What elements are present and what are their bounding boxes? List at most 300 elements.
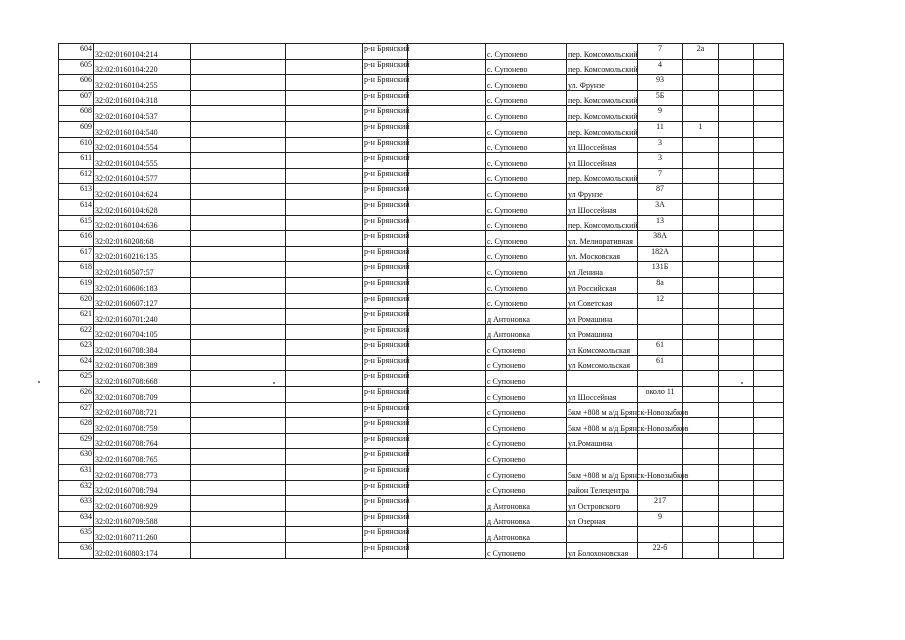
empty-cell	[754, 184, 784, 200]
empty-cell	[286, 231, 363, 247]
row-number: 622	[59, 324, 94, 340]
empty-cell	[719, 121, 754, 137]
empty-cell	[286, 184, 363, 200]
settlement-cell: д Антоновка	[486, 324, 567, 340]
apartment-cell	[683, 355, 719, 371]
cadastral-number: 32:02:0160709:588	[94, 511, 191, 527]
empty-cell	[719, 402, 754, 418]
street-cell: ул Ленина	[567, 262, 638, 278]
house-cell: 131Б	[638, 262, 683, 278]
settlement-cell: с. Супонево	[486, 184, 567, 200]
settlement-cell: с. Супонево	[486, 277, 567, 293]
cadastral-number: 32:02:0160507:57	[94, 262, 191, 278]
empty-cell	[719, 231, 754, 247]
empty-cell	[286, 371, 363, 387]
cadastral-number: 32:02:0160104:540	[94, 121, 191, 137]
settlement-cell: с. Супонево	[486, 44, 567, 60]
empty-cell	[191, 59, 286, 75]
apartment-cell	[683, 371, 719, 387]
house-cell: 38А	[638, 231, 683, 247]
empty-cell	[408, 355, 486, 371]
street-cell: пер. Комсомольский	[567, 59, 638, 75]
settlement-cell: с. Супонево	[486, 199, 567, 215]
cadastral-number: 32:02:0160104:214	[94, 44, 191, 60]
empty-cell	[191, 90, 286, 106]
apartment-cell	[683, 106, 719, 122]
empty-cell	[286, 44, 363, 60]
apartment-cell	[683, 543, 719, 559]
cadastral-number: 32:02:0160104:537	[94, 106, 191, 122]
table-row	[59, 418, 784, 434]
house-cell	[638, 527, 683, 543]
empty-cell	[286, 324, 363, 340]
district-cell: р-н Брянский	[363, 480, 408, 496]
cadastral-number: 32:02:0160708:709	[94, 387, 191, 403]
empty-cell	[408, 543, 486, 559]
street-cell: ул Шоссейная	[567, 199, 638, 215]
district-cell: р-н Брянский	[363, 246, 408, 262]
settlement-cell: с Супонево	[486, 418, 567, 434]
empty-cell	[719, 387, 754, 403]
row-number: 630	[59, 449, 94, 465]
property-register-table	[58, 43, 784, 559]
house-cell	[638, 449, 683, 465]
cadastral-number: 32:02:0160704:105	[94, 324, 191, 340]
row-number: 615	[59, 215, 94, 231]
empty-cell	[286, 137, 363, 153]
settlement-cell: с. Супонево	[486, 137, 567, 153]
empty-cell	[191, 543, 286, 559]
empty-cell	[408, 215, 486, 231]
apartment-cell	[683, 90, 719, 106]
empty-cell	[191, 153, 286, 169]
settlement-cell: с. Супонево	[486, 231, 567, 247]
empty-cell	[408, 168, 486, 184]
empty-cell	[286, 262, 363, 278]
house-cell	[638, 309, 683, 325]
row-number: 604	[59, 44, 94, 60]
empty-cell	[754, 371, 784, 387]
empty-cell	[719, 449, 754, 465]
house-cell: 8а	[638, 277, 683, 293]
empty-cell	[191, 121, 286, 137]
street-cell: ул Фрунзе	[567, 184, 638, 200]
empty-cell	[286, 199, 363, 215]
settlement-cell: с Супонево	[486, 480, 567, 496]
empty-cell	[719, 527, 754, 543]
empty-cell	[719, 277, 754, 293]
empty-cell	[719, 90, 754, 106]
settlement-cell: с Супонево	[486, 371, 567, 387]
register-sheet	[58, 43, 784, 559]
street-cell: пер. Комсомольский	[567, 168, 638, 184]
house-cell: 13	[638, 215, 683, 231]
empty-cell	[719, 355, 754, 371]
cadastral-number: 32:02:0160606:183	[94, 277, 191, 293]
empty-cell	[754, 355, 784, 371]
empty-cell	[408, 511, 486, 527]
register-body	[59, 44, 784, 559]
empty-cell	[754, 465, 784, 481]
table-row	[59, 199, 784, 215]
empty-cell	[286, 511, 363, 527]
empty-cell	[191, 293, 286, 309]
cadastral-number: 32:02:0160803:174	[94, 543, 191, 559]
apartment-cell	[683, 527, 719, 543]
empty-cell	[286, 153, 363, 169]
empty-cell	[191, 340, 286, 356]
street-cell: ул.Ромашина	[567, 433, 638, 449]
empty-cell	[719, 106, 754, 122]
settlement-cell: д Антоновка	[486, 496, 567, 512]
street-cell: ул Шоссейная	[567, 137, 638, 153]
table-row	[59, 121, 784, 137]
house-cell	[638, 480, 683, 496]
district-cell: р-н Брянский	[363, 309, 408, 325]
empty-cell	[408, 418, 486, 434]
cadastral-number: 32:02:0160708:765	[94, 449, 191, 465]
empty-cell	[408, 402, 486, 418]
empty-cell	[754, 121, 784, 137]
street-cell: ул. Московская	[567, 246, 638, 262]
empty-cell	[719, 433, 754, 449]
row-number: 607	[59, 90, 94, 106]
house-cell: 7	[638, 44, 683, 60]
district-cell: р-н Брянский	[363, 106, 408, 122]
empty-cell	[286, 215, 363, 231]
district-cell: р-н Брянский	[363, 168, 408, 184]
empty-cell	[754, 215, 784, 231]
settlement-cell: д Антоновка	[486, 511, 567, 527]
empty-cell	[408, 90, 486, 106]
house-cell	[638, 324, 683, 340]
table-row	[59, 184, 784, 200]
empty-cell	[408, 246, 486, 262]
empty-cell	[286, 527, 363, 543]
settlement-cell: д Антоновка	[486, 309, 567, 325]
cadastral-number: 32:02:0160708:773	[94, 465, 191, 481]
apartment-cell	[683, 246, 719, 262]
house-cell: 5Б	[638, 90, 683, 106]
district-cell: р-н Брянский	[363, 293, 408, 309]
house-cell: 61	[638, 355, 683, 371]
district-cell: р-н Брянский	[363, 231, 408, 247]
empty-cell	[754, 511, 784, 527]
empty-cell	[754, 153, 784, 169]
empty-cell	[719, 184, 754, 200]
settlement-cell: с Супонево	[486, 465, 567, 481]
row-number: 628	[59, 418, 94, 434]
street-cell: ул Советская	[567, 293, 638, 309]
house-cell: 7	[638, 168, 683, 184]
district-cell: р-н Брянский	[363, 121, 408, 137]
empty-cell	[754, 246, 784, 262]
table-row	[59, 277, 784, 293]
empty-cell	[754, 527, 784, 543]
row-number: 632	[59, 480, 94, 496]
settlement-cell: с Супонево	[486, 355, 567, 371]
street-cell: пер. Комсомольский	[567, 215, 638, 231]
empty-cell	[408, 293, 486, 309]
empty-cell	[408, 449, 486, 465]
street-cell: пер. Комсомольский	[567, 90, 638, 106]
empty-cell	[719, 511, 754, 527]
empty-cell	[191, 402, 286, 418]
empty-cell	[286, 465, 363, 481]
table-row	[59, 293, 784, 309]
district-cell: р-н Брянский	[363, 262, 408, 278]
settlement-cell: с. Супонево	[486, 121, 567, 137]
district-cell: р-н Брянский	[363, 324, 408, 340]
empty-cell	[191, 106, 286, 122]
table-row	[59, 371, 784, 387]
row-number: 629	[59, 433, 94, 449]
street-cell: ул Комсомольская	[567, 355, 638, 371]
row-number: 611	[59, 153, 94, 169]
cadastral-number: 32:02:0160104:255	[94, 75, 191, 91]
house-cell: 9	[638, 511, 683, 527]
empty-cell	[408, 496, 486, 512]
street-cell: район Телецентра	[567, 480, 638, 496]
house-cell: 182А	[638, 246, 683, 262]
cadastral-number: 32:02:0160708:764	[94, 433, 191, 449]
table-row	[59, 231, 784, 247]
empty-cell	[191, 199, 286, 215]
row-number: 606	[59, 75, 94, 91]
row-number: 631	[59, 465, 94, 481]
cadastral-number: 32:02:0160104:636	[94, 215, 191, 231]
empty-cell	[191, 215, 286, 231]
district-cell: р-н Брянский	[363, 44, 408, 60]
row-number: 617	[59, 246, 94, 262]
empty-cell	[286, 246, 363, 262]
empty-cell	[286, 106, 363, 122]
apartment-cell	[683, 199, 719, 215]
empty-cell	[754, 75, 784, 91]
district-cell: р-н Брянский	[363, 137, 408, 153]
empty-cell	[286, 387, 363, 403]
table-row	[59, 262, 784, 278]
empty-cell	[286, 449, 363, 465]
street-cell: ул Ромашина	[567, 324, 638, 340]
empty-cell	[191, 449, 286, 465]
table-row	[59, 137, 784, 153]
settlement-cell: с. Супонево	[486, 90, 567, 106]
street-cell: ул Российская	[567, 277, 638, 293]
scan-speck	[273, 382, 275, 384]
settlement-cell: с Супонево	[486, 340, 567, 356]
empty-cell	[754, 543, 784, 559]
house-cell: 61	[638, 340, 683, 356]
table-row	[59, 75, 784, 91]
row-number: 636	[59, 543, 94, 559]
table-row	[59, 59, 784, 75]
empty-cell	[191, 387, 286, 403]
district-cell: р-н Брянский	[363, 215, 408, 231]
table-row	[59, 543, 784, 559]
house-cell: 3	[638, 153, 683, 169]
district-cell: р-н Брянский	[363, 387, 408, 403]
empty-cell	[719, 153, 754, 169]
empty-cell	[191, 246, 286, 262]
empty-cell	[191, 433, 286, 449]
street-cell: ул. Фрунзе	[567, 75, 638, 91]
empty-cell	[719, 168, 754, 184]
scan-speck	[38, 381, 40, 383]
empty-cell	[754, 340, 784, 356]
district-cell: р-н Брянский	[363, 355, 408, 371]
empty-cell	[408, 44, 486, 60]
empty-cell	[719, 75, 754, 91]
row-number: 605	[59, 59, 94, 75]
cadastral-number: 32:02:0160711:260	[94, 527, 191, 543]
apartment-cell	[683, 75, 719, 91]
empty-cell	[719, 324, 754, 340]
settlement-cell: с. Супонево	[486, 215, 567, 231]
cadastral-number: 32:02:0160104:624	[94, 184, 191, 200]
street-cell	[567, 371, 638, 387]
settlement-cell: с Супонево	[486, 449, 567, 465]
row-number: 621	[59, 309, 94, 325]
empty-cell	[754, 59, 784, 75]
empty-cell	[719, 137, 754, 153]
cadastral-number: 32:02:0160104:554	[94, 137, 191, 153]
empty-cell	[754, 449, 784, 465]
house-cell: 93	[638, 75, 683, 91]
row-number: 618	[59, 262, 94, 278]
empty-cell	[754, 262, 784, 278]
empty-cell	[408, 433, 486, 449]
empty-cell	[286, 277, 363, 293]
empty-cell	[286, 340, 363, 356]
empty-cell	[719, 465, 754, 481]
house-cell: около 11	[638, 387, 683, 403]
settlement-cell: д Антоновка	[486, 527, 567, 543]
empty-cell	[408, 137, 486, 153]
house-cell	[638, 433, 683, 449]
district-cell: р-н Брянский	[363, 465, 408, 481]
empty-cell	[719, 44, 754, 60]
apartment-cell	[683, 137, 719, 153]
house-cell: 217	[638, 496, 683, 512]
empty-cell	[408, 309, 486, 325]
street-cell: ул Комсомольская	[567, 340, 638, 356]
cadastral-number: 32:02:0160104:628	[94, 199, 191, 215]
street-cell: ул Болохоновская	[567, 543, 638, 559]
empty-cell	[754, 480, 784, 496]
district-cell: р-н Брянский	[363, 371, 408, 387]
table-row	[59, 340, 784, 356]
empty-cell	[754, 137, 784, 153]
empty-cell	[408, 277, 486, 293]
empty-cell	[719, 418, 754, 434]
settlement-cell: с Супонево	[486, 402, 567, 418]
apartment-cell	[683, 293, 719, 309]
empty-cell	[191, 465, 286, 481]
empty-cell	[754, 324, 784, 340]
empty-cell	[719, 293, 754, 309]
cadastral-number: 32:02:0160708:929	[94, 496, 191, 512]
district-cell: р-н Брянский	[363, 199, 408, 215]
empty-cell	[754, 387, 784, 403]
apartment-cell	[683, 449, 719, 465]
house-cell: 9	[638, 106, 683, 122]
apartment-cell	[683, 387, 719, 403]
row-number: 614	[59, 199, 94, 215]
scan-speck	[741, 382, 743, 384]
district-cell: р-н Брянский	[363, 543, 408, 559]
table-row	[59, 480, 784, 496]
empty-cell	[754, 90, 784, 106]
empty-cell	[191, 231, 286, 247]
settlement-cell: с. Супонево	[486, 246, 567, 262]
empty-cell	[191, 480, 286, 496]
empty-cell	[408, 121, 486, 137]
empty-cell	[719, 371, 754, 387]
street-cell: ул Шоссейная	[567, 387, 638, 403]
empty-cell	[719, 262, 754, 278]
empty-cell	[408, 153, 486, 169]
apartment-cell	[683, 340, 719, 356]
settlement-cell: с. Супонево	[486, 106, 567, 122]
empty-cell	[286, 168, 363, 184]
apartment-cell	[683, 59, 719, 75]
apartment-cell	[683, 324, 719, 340]
empty-cell	[191, 277, 286, 293]
empty-cell	[754, 106, 784, 122]
empty-cell	[719, 543, 754, 559]
house-cell: 87	[638, 184, 683, 200]
house-cell: 12	[638, 293, 683, 309]
empty-cell	[286, 355, 363, 371]
district-cell: р-н Брянский	[363, 496, 408, 512]
district-cell: р-н Брянский	[363, 433, 408, 449]
apartment-cell	[683, 309, 719, 325]
row-number: 625	[59, 371, 94, 387]
cadastral-number: 32:02:0160708:384	[94, 340, 191, 356]
empty-cell	[408, 340, 486, 356]
street-cell: ул Озерная	[567, 511, 638, 527]
cadastral-number: 32:02:0160216:135	[94, 246, 191, 262]
row-number: 620	[59, 293, 94, 309]
district-cell: р-н Брянский	[363, 402, 408, 418]
house-cell: 3	[638, 137, 683, 153]
table-row	[59, 527, 784, 543]
district-cell: р-н Брянский	[363, 527, 408, 543]
cadastral-number: 32:02:0160104:555	[94, 153, 191, 169]
apartment-cell	[683, 168, 719, 184]
empty-cell	[754, 231, 784, 247]
empty-cell	[286, 59, 363, 75]
table-row	[59, 496, 784, 512]
row-number: 624	[59, 355, 94, 371]
table-row	[59, 449, 784, 465]
empty-cell	[408, 75, 486, 91]
empty-cell	[719, 480, 754, 496]
row-number: 623	[59, 340, 94, 356]
apartment-cell	[683, 215, 719, 231]
empty-cell	[191, 511, 286, 527]
table-row	[59, 402, 784, 418]
empty-cell	[286, 293, 363, 309]
empty-cell	[408, 184, 486, 200]
cadastral-number: 32:02:0160104:220	[94, 59, 191, 75]
empty-cell	[286, 433, 363, 449]
district-cell: р-н Брянский	[363, 511, 408, 527]
district-cell: р-н Брянский	[363, 277, 408, 293]
table-row	[59, 44, 784, 60]
apartment-cell	[683, 480, 719, 496]
